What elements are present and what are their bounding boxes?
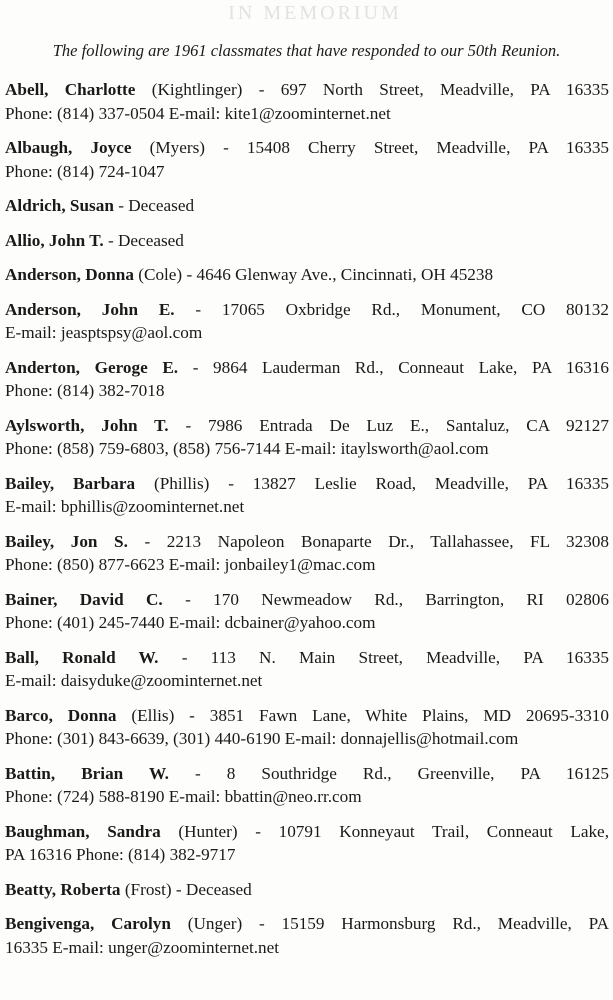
entry-details: - 113 N. Main Street, Meadville, PA 16335 [158, 647, 609, 667]
entry-line-1 [5, 912, 609, 936]
classmate-entry [5, 646, 609, 693]
entry-line-2: Phone: (814) 382-7018 [5, 381, 165, 400]
classmate-entry [5, 229, 609, 253]
bleed-through-heading: IN MEMORIUM [228, 2, 402, 24]
classmate-entry [5, 356, 609, 403]
classmate-name: Anderson, Donna [5, 265, 134, 284]
classmate-entry [5, 298, 609, 345]
classmate-list [5, 78, 609, 970]
classmate-name: Aylsworth, John T. [5, 415, 169, 435]
classmate-name: Bailey, Jon S. [5, 531, 128, 551]
entry-details: - Deceased [103, 230, 184, 250]
entry-line-1 [5, 194, 609, 218]
classmate-name: Battin, Brian W. [5, 763, 169, 783]
entry-line-2: Phone: (724) 588-8190 E-mail: bbattin@neo.rr.com [5, 787, 362, 806]
entry-details: (Unger) - 15159 Harmonsburg Rd., Meadville, PA [170, 914, 609, 933]
entry-line-2: Phone: (301) 843-6639, (301) 440-6190 E-mail: donnajellis@hotmail.com [5, 729, 519, 748]
entry-line-2: Phone: (401) 245-7440 E-mail: dcbainer@yahoo.com [5, 613, 376, 632]
classmate-name: Abell, Charlotte [5, 80, 136, 99]
classmate-entry [5, 762, 609, 809]
entry-line-1 [5, 356, 609, 380]
entry-line-1 [5, 414, 609, 438]
entry-details: (Ellis) - 3851 Fawn Lane, White Plains, MD 20695-3310 [116, 705, 609, 725]
entry-line-1 [5, 820, 609, 844]
classmate-entry [5, 472, 609, 519]
entry-details: - Deceased [113, 196, 195, 215]
classmate-name: Anderton, Geroge E. [5, 357, 179, 377]
classmate-entry [5, 912, 609, 959]
classmate-name: Bailey, Barbara [5, 473, 136, 493]
classmate-name: Anderson, John E. [5, 299, 175, 319]
classmate-name: Bengivenga, Carolyn [5, 914, 171, 933]
entry-details: - 7986 Entrada De Luz E., Santaluz, CA 92127 [168, 415, 609, 435]
entry-line-1 [5, 646, 609, 670]
entry-details: - 9864 Lauderman Rd., Conneaut Lake, PA 16316 [178, 357, 609, 377]
entry-line-1 [5, 530, 609, 554]
entry-line-1 [5, 136, 609, 160]
classmate-name: Albaugh, Joyce [5, 138, 132, 157]
entry-line-1 [5, 78, 609, 102]
classmate-entry [5, 78, 609, 125]
classmate-name: Bainer, David C. [5, 589, 163, 609]
classmate-name: Allio, John T. [5, 230, 104, 250]
entry-line-2: Phone: (814) 337-0504 E-mail: kite1@zoominternet.net [5, 103, 391, 123]
entry-line-2: Phone: (814) 724-1047 [5, 161, 165, 181]
entry-details: (Myers) - 15408 Cherry Street, Meadville, PA 16335 [131, 138, 610, 157]
entry-details: (Phillis) - 13827 Leslie Road, Meadville, PA 16335 [135, 473, 610, 493]
classmate-entry [5, 263, 609, 287]
entry-details: (Cole) - 4646 Glenway Ave., Cincinnati, OH 45238 [133, 265, 494, 284]
entry-line-1 [5, 878, 609, 902]
entry-line-2: Phone: (858) 759-6803, (858) 756-7144 E-mail: itaylsworth@aol.com [5, 439, 489, 458]
entry-details: - 170 Newmeadow Rd., Barrington, RI 02806 [162, 589, 609, 609]
classmate-entry [5, 820, 609, 867]
entry-line-2: Phone: (850) 877-6623 E-mail: jonbailey1@mac.com [5, 555, 376, 574]
entry-line-1 [5, 298, 609, 322]
classmate-entry [5, 704, 609, 751]
entry-line-2: E-mail: daisyduke@zoominternet.net [5, 671, 263, 690]
intro-text: The following are 1961 classmates that have responded to our 50th Reunion. [52, 41, 561, 60]
classmate-entry [5, 414, 609, 461]
entry-line-2: E-mail: jeasptspsy@aol.com [5, 323, 203, 342]
entry-line-1 [5, 472, 609, 496]
entry-line-2: 16335 E-mail: unger@zoominternet.net [5, 937, 280, 957]
entry-line-2: E-mail: bphillis@zoominternet.net [5, 497, 245, 516]
classmate-entry [5, 530, 609, 577]
entry-line-1 [5, 263, 609, 287]
entry-details: - 8 Southridge Rd., Greenville, PA 16125 [168, 763, 609, 783]
classmate-name: Ball, Ronald W. [5, 647, 159, 667]
entry-details: (Hunter) - 10791 Konneyaut Trail, Conneaut Lake, [160, 821, 609, 841]
classmate-entry [5, 878, 609, 902]
classmate-name: Aldrich, Susan [5, 196, 114, 215]
classmate-entry [5, 588, 609, 635]
entry-line-1 [5, 704, 609, 728]
entry-details: - 2213 Napoleon Bonaparte Dr., Tallahassee, FL 32308 [127, 531, 609, 551]
classmate-name: Baughman, Sandra [5, 821, 161, 841]
entry-line-1 [5, 229, 609, 253]
entry-line-1 [5, 762, 609, 786]
classmate-entry [5, 136, 609, 183]
classmate-name: Barco, Donna [5, 705, 117, 725]
classmate-name: Beatty, Roberta [5, 879, 121, 899]
entry-details: - 17065 Oxbridge Rd., Monument, CO 80132 [174, 299, 609, 319]
entry-details: (Frost) - Deceased [120, 879, 252, 899]
classmate-entry [5, 194, 609, 218]
entry-line-1 [5, 588, 609, 612]
entry-line-2: PA 16316 Phone: (814) 382-9717 [5, 845, 236, 864]
entry-details: (Kightlinger) - 697 North Street, Meadville, PA 16335 [135, 80, 609, 99]
